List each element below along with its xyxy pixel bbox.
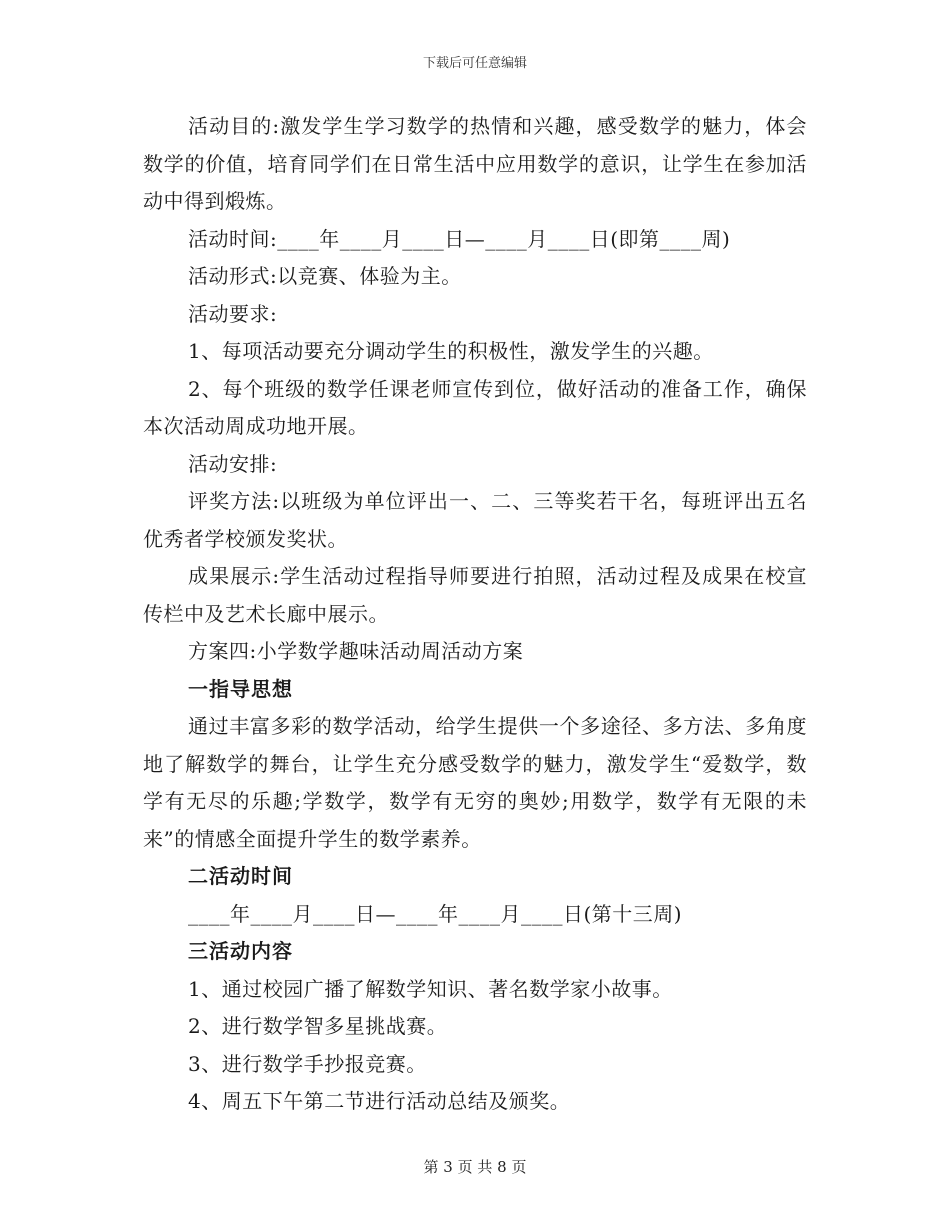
paragraph-content-4: 4、周五下午第二节进行活动总结及颁奖。 [188, 1089, 571, 1113]
paragraph-award-method: 评奖方法:以班级为单位评出一、二、三等奖若干名，每班评出五名优秀者学校颁发奖状。 [143, 489, 807, 551]
heading-activity-content: 三活动内容 [188, 939, 293, 963]
paragraph-content-2: 2、进行数学智多星挑战赛。 [188, 1014, 448, 1038]
paragraph-activity-purpose: 活动目的:激发学生学习数学的热情和兴趣，感受数学的魅力，体会数学的价值，培育同学们在日常生活中应用数学的意识，让学生在参加活动中得到煅炼。 [143, 114, 807, 213]
heading-guiding-ideology: 一指导思想 [188, 676, 293, 701]
paragraph-requirement-1: 1、每项活动要充分调动学生的积极性，激发学生的兴趣。 [188, 339, 714, 363]
paragraph-activity-arrangement: 活动安排: [188, 451, 278, 476]
paragraph-activity-form: 活动形式:以竞赛、体验为主。 [188, 264, 462, 288]
document-body [143, 108, 807, 1121]
page-header-note: 下载后可任意编辑 [422, 56, 527, 71]
paragraph-activity-time-dates: ____年____月____日—____年____月____日(第十三周) [188, 901, 683, 926]
paragraph-plan-four-title: 方案四:小学数学趣味活动周活动方案 [188, 639, 524, 663]
paragraph-content-1: 1、通过校园广播了解数学知识、著名数学家小故事。 [188, 976, 673, 1001]
paragraph-guiding-ideology: 通过丰富多彩的数学活动，给学生提供一个多途径、多方法、多角度地了解数学的舞台，让学生充分感受数学的魅力，激发学生“爱数学，数学有无尽的乐趣;学数学，数学有无穷的奥妙;用数学，数学有无限的未来”的情感全面提升学生的数学素养。 [143, 714, 807, 851]
paragraph-requirement-2: 2、每个班级的数学任课老师宣传到位，做好活动的准备工作，确保本次活动周成功地开展。 [143, 376, 807, 438]
paragraph-results-display: 成果展示:学生活动过程指导师要进行拍照，活动过程及成果在校宣传栏中及艺术长廊中展示。 [143, 564, 807, 626]
paragraph-activity-time: 活动时间:____年____月____日—____月____日(即第____周) [188, 226, 731, 251]
paragraph-activity-requirements: 活动要求: [188, 301, 278, 326]
page-number-footer: 第 3 页 共 8 页 [423, 1158, 527, 1176]
paragraph-content-3: 3、进行数学手抄报竞赛。 [188, 1051, 427, 1076]
heading-activity-time: 二活动时间 [188, 864, 293, 888]
